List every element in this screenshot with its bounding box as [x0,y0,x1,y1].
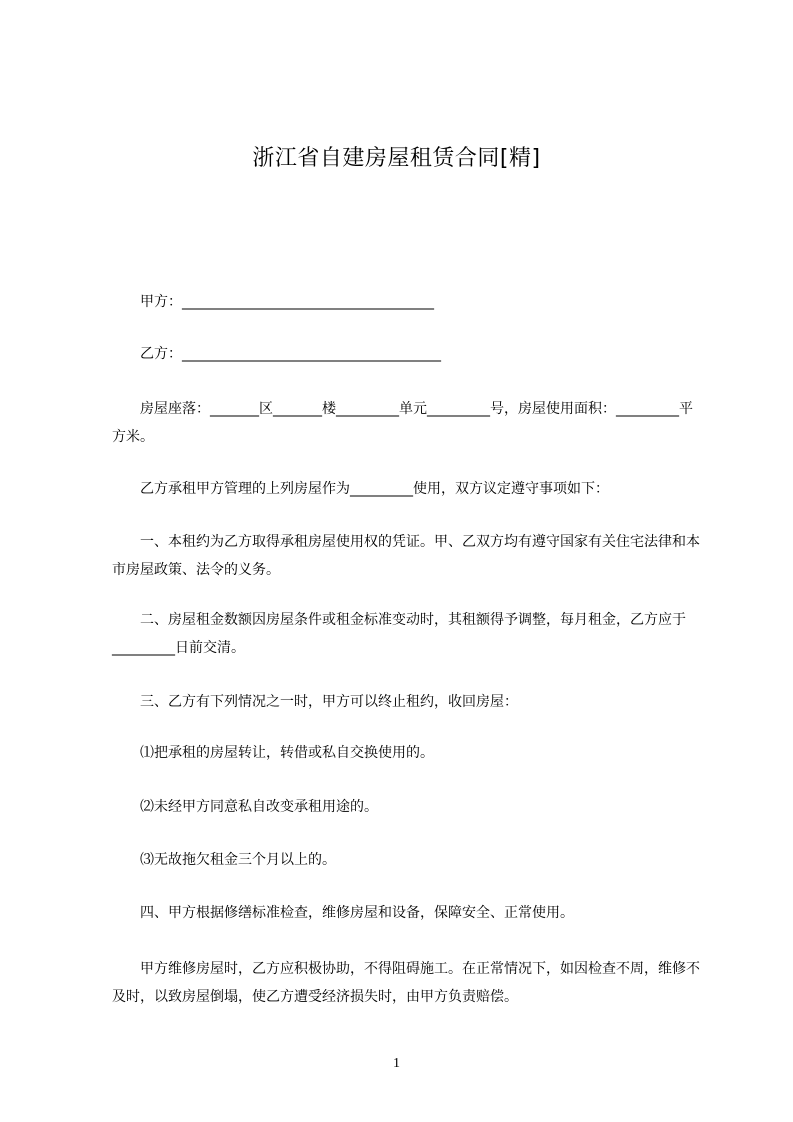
clause-three-item-2: ⑵未经甲方同意私自改变承租用途的。 [140,799,378,815]
clause-two-paragraph: 二、房屋租金数额因房屋条件或租金标准变动时，其租额得予调整，每月租金，乙方应于_________日前交清。 [112,612,686,656]
party-a-line: 甲方：____________________________________ [140,294,434,310]
property-location-paragraph: 房屋座落：_______区_______楼_________单元_________号，房屋使用面积：_________平方米。 [112,401,693,445]
clause-three-paragraph: 三、乙方有下列情况之一时，甲方可以终止租约，收回房屋： [140,694,518,710]
clause-three-item-3: ⑶无故拖欠租金三个月以上的。 [140,852,336,868]
usage-paragraph: 乙方承租甲方管理的上列房屋作为_________使用，双方议定遵守事项如下： [140,481,609,497]
clause-three-item-1: ⑴把承租的房屋转让，转借或私自交换使用的。 [140,745,434,761]
party-b-line: 乙方：_____________________________________ [140,346,441,362]
clause-one-paragraph: 一、本租约为乙方取得承租房屋使用权的凭证。甲、乙双方均有遵守国家有关住宅法律和本市房屋政策、法令的义务。 [112,534,700,578]
repair-paragraph: 甲方维修房屋时，乙方应积极协助，不得阻碍施工。在正常情况下，如因检查不周，维修不及时，以致房屋倒塌，使乙方遭受经济损失时，由甲方负责赔偿。 [112,961,700,1005]
document-title: 浙江省自建房屋租赁合同[精] [252,146,541,171]
clause-four-paragraph: 四、甲方根据修缮标准检查，维修房屋和设备，保障安全、正常使用。 [140,905,574,921]
page-number: 1 [393,1056,400,1071]
